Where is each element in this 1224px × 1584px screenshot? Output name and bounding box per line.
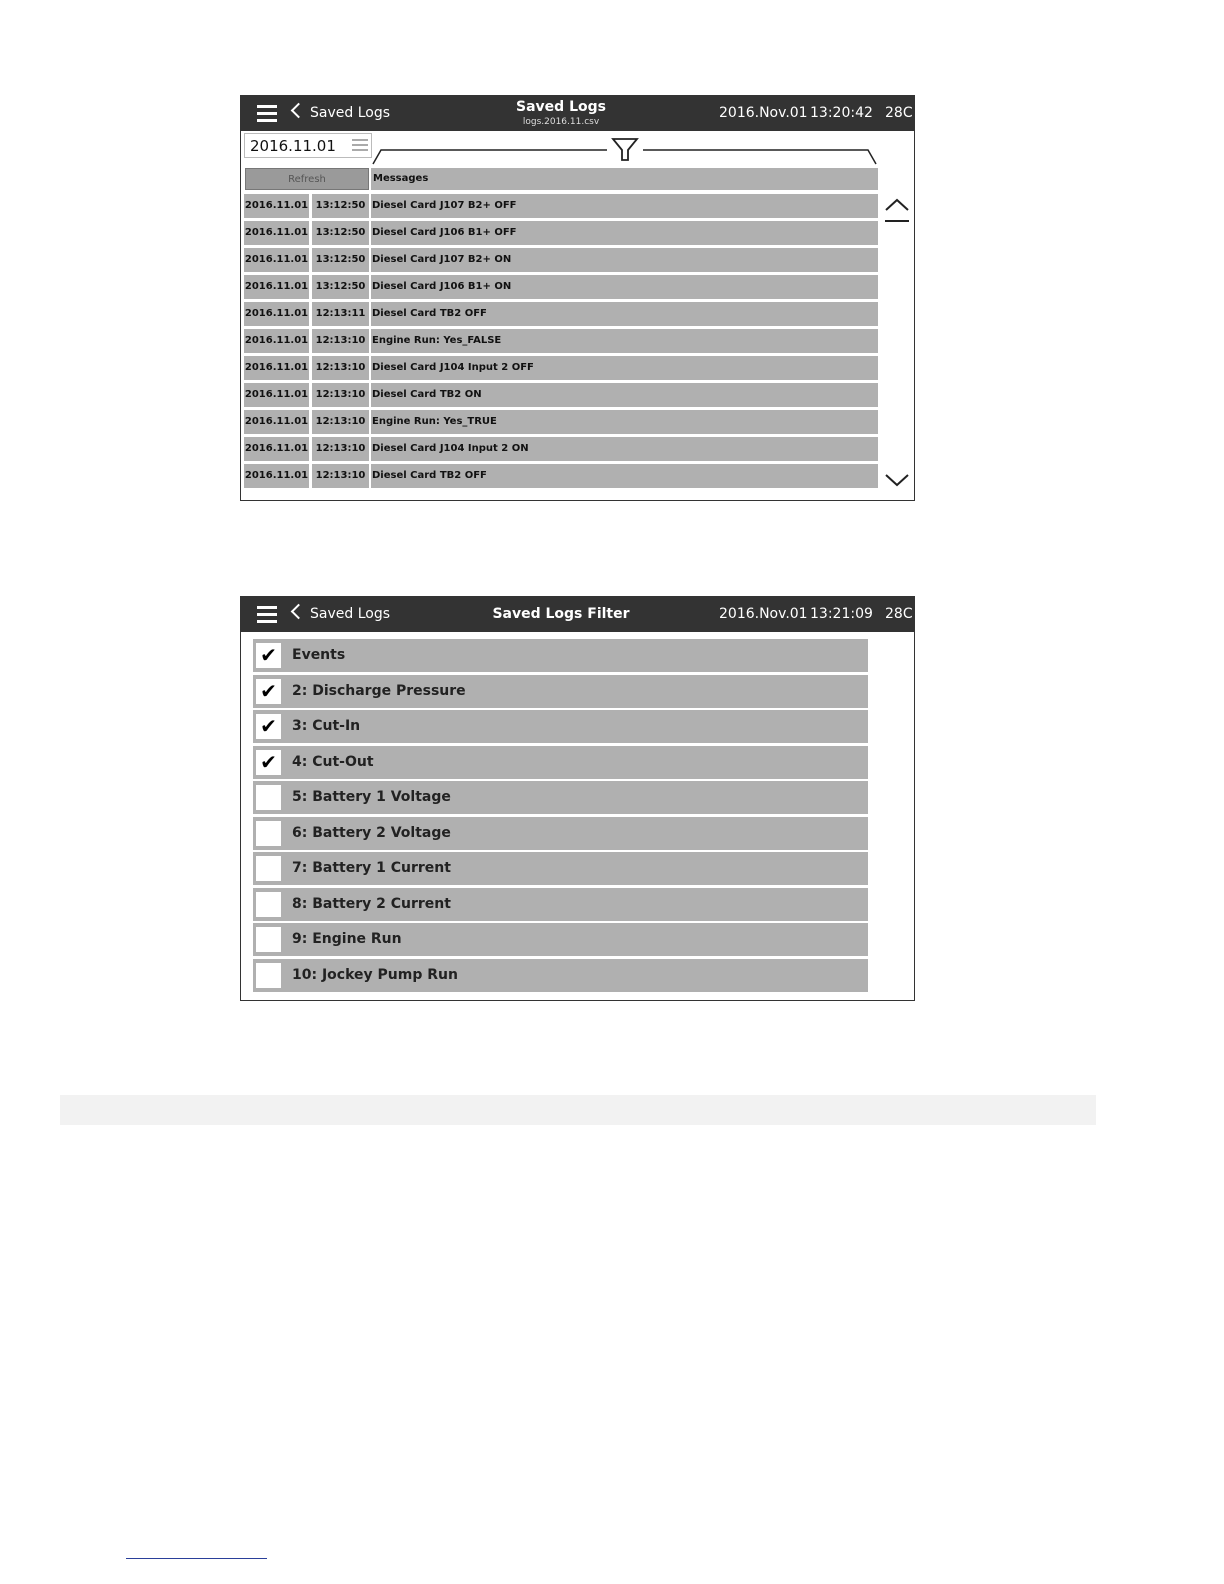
time-cell: 13:12:50	[312, 221, 369, 245]
footer-rule	[126, 1558, 267, 1559]
refresh-button[interactable]: Refresh	[245, 168, 369, 190]
time-cell: 12:13:10	[312, 464, 369, 488]
date-cell: 2016.11.01	[244, 221, 309, 245]
hamburger-icon[interactable]	[257, 105, 277, 122]
list-icon[interactable]	[352, 139, 368, 154]
message-cell: Diesel Card J107 B2+ OFF	[371, 194, 878, 218]
filter-item[interactable]	[253, 959, 868, 992]
checkbox[interactable]	[256, 927, 281, 952]
date-picker-input[interactable]	[244, 133, 372, 158]
filter-item-label: 10: Jockey Pump Run	[292, 966, 458, 983]
status-time: 13:21:09	[810, 606, 873, 622]
filter-item-label: 5: Battery 1 Voltage	[292, 789, 451, 805]
date-cell: 2016.11.01	[244, 464, 309, 488]
messages-column-header: Messages	[371, 168, 878, 190]
time-cell: 12:13:10	[312, 329, 369, 353]
date-cell: 2016.11.01	[244, 275, 309, 299]
checkbox[interactable]	[256, 821, 281, 846]
time-cell: 12:13:10	[312, 410, 369, 434]
filter-item-label: 8: Battery 2 Current	[292, 895, 451, 912]
message-cell: Diesel Card TB2 OFF	[371, 464, 878, 488]
date-cell: 2016.11.01	[244, 383, 309, 407]
checkbox[interactable]	[256, 963, 281, 988]
filter-item[interactable]	[253, 852, 868, 885]
date-cell: 2016.11.01	[244, 248, 309, 272]
filter-item-label: 3: Cut-In	[292, 718, 361, 734]
time-cell: 12:13:11	[312, 302, 369, 326]
date-cell: 2016.11.01	[244, 194, 309, 218]
top-bar	[241, 96, 914, 131]
date-cell: 2016.11.01	[244, 329, 309, 353]
message-cell: Diesel Card TB2 ON	[371, 383, 878, 407]
back-button[interactable]	[293, 96, 390, 131]
hamburger-icon[interactable]	[257, 606, 277, 623]
status-time: 13:20:42	[810, 105, 873, 121]
checkbox-checked[interactable]: ✔	[256, 714, 281, 739]
status-date: 2016.Nov.01	[719, 606, 808, 622]
filter-item[interactable]	[253, 888, 868, 921]
filter-item-label: 9: Engine Run	[292, 931, 402, 947]
message-cell: Diesel Card J107 B2+ ON	[371, 248, 878, 272]
date-cell: 2016.11.01	[244, 356, 309, 380]
saved-logs-filter-screen	[240, 596, 915, 1001]
status-temperature: 28C	[885, 105, 913, 121]
filter-item[interactable]	[253, 746, 868, 779]
page-title: Saved Logs	[516, 99, 606, 115]
message-cell: Engine Run: Yes_TRUE	[371, 410, 878, 434]
chevron-left-icon	[291, 103, 307, 119]
time-cell: 12:13:10	[312, 356, 369, 380]
saved-logs-screen	[240, 95, 915, 501]
checkbox-checked[interactable]: ✔	[256, 750, 281, 775]
filter-item-label: Events	[292, 647, 346, 663]
back-button[interactable]	[293, 597, 390, 632]
checkbox-checked[interactable]: ✔	[256, 643, 281, 668]
status-date: 2016.Nov.01	[719, 105, 808, 121]
message-cell: Engine Run: Yes_FALSE	[371, 329, 878, 353]
checkbox[interactable]	[256, 785, 281, 810]
message-cell: Diesel Card J106 B1+ OFF	[371, 221, 878, 245]
filter-item[interactable]	[253, 817, 868, 850]
file-name: logs.2016.11.csv	[522, 117, 600, 127]
scroll-down-icon[interactable]	[883, 468, 911, 490]
page-title: Saved Logs Filter	[492, 606, 630, 622]
time-cell: 13:12:50	[312, 275, 369, 299]
divider-band	[60, 1095, 1096, 1125]
chevron-left-icon	[291, 604, 307, 620]
filter-item[interactable]	[253, 675, 868, 708]
filter-item-label: 7: Battery 1 Current	[292, 860, 451, 876]
time-cell: 12:13:10	[312, 437, 369, 461]
time-cell: 12:13:10	[312, 383, 369, 407]
status-temperature: 28C	[885, 606, 913, 622]
date-value: 2016.11.01	[250, 137, 336, 155]
message-cell: Diesel Card J104 Input 2 OFF	[371, 356, 878, 380]
filter-item-label: 4: Cut-Out	[292, 753, 374, 770]
filter-item[interactable]	[253, 923, 868, 956]
back-label: Saved Logs	[310, 105, 391, 121]
time-cell: 13:12:50	[312, 194, 369, 218]
back-label: Saved Logs	[310, 606, 391, 622]
filter-item[interactable]	[253, 639, 868, 672]
message-cell: Diesel Card J104 Input 2 ON	[371, 437, 878, 461]
filter-item[interactable]	[253, 781, 868, 814]
filter-item[interactable]	[253, 710, 868, 743]
checkbox[interactable]	[256, 856, 281, 881]
message-cell: Diesel Card J106 B1+ ON	[371, 275, 878, 299]
filter-item-label: 2: Discharge Pressure	[292, 682, 466, 699]
date-cell: 2016.11.01	[244, 437, 309, 461]
checkbox-checked[interactable]: ✔	[256, 679, 281, 704]
message-cell: Diesel Card TB2 OFF	[371, 302, 878, 326]
top-bar	[241, 597, 914, 632]
filter-icon[interactable]	[371, 136, 878, 166]
time-cell: 13:12:50	[312, 248, 369, 272]
date-cell: 2016.11.01	[244, 410, 309, 434]
checkbox[interactable]	[256, 892, 281, 917]
scroll-up-icon[interactable]	[883, 196, 911, 226]
filter-item-label: 6: Battery 2 Voltage	[292, 824, 451, 841]
date-cell: 2016.11.01	[244, 302, 309, 326]
